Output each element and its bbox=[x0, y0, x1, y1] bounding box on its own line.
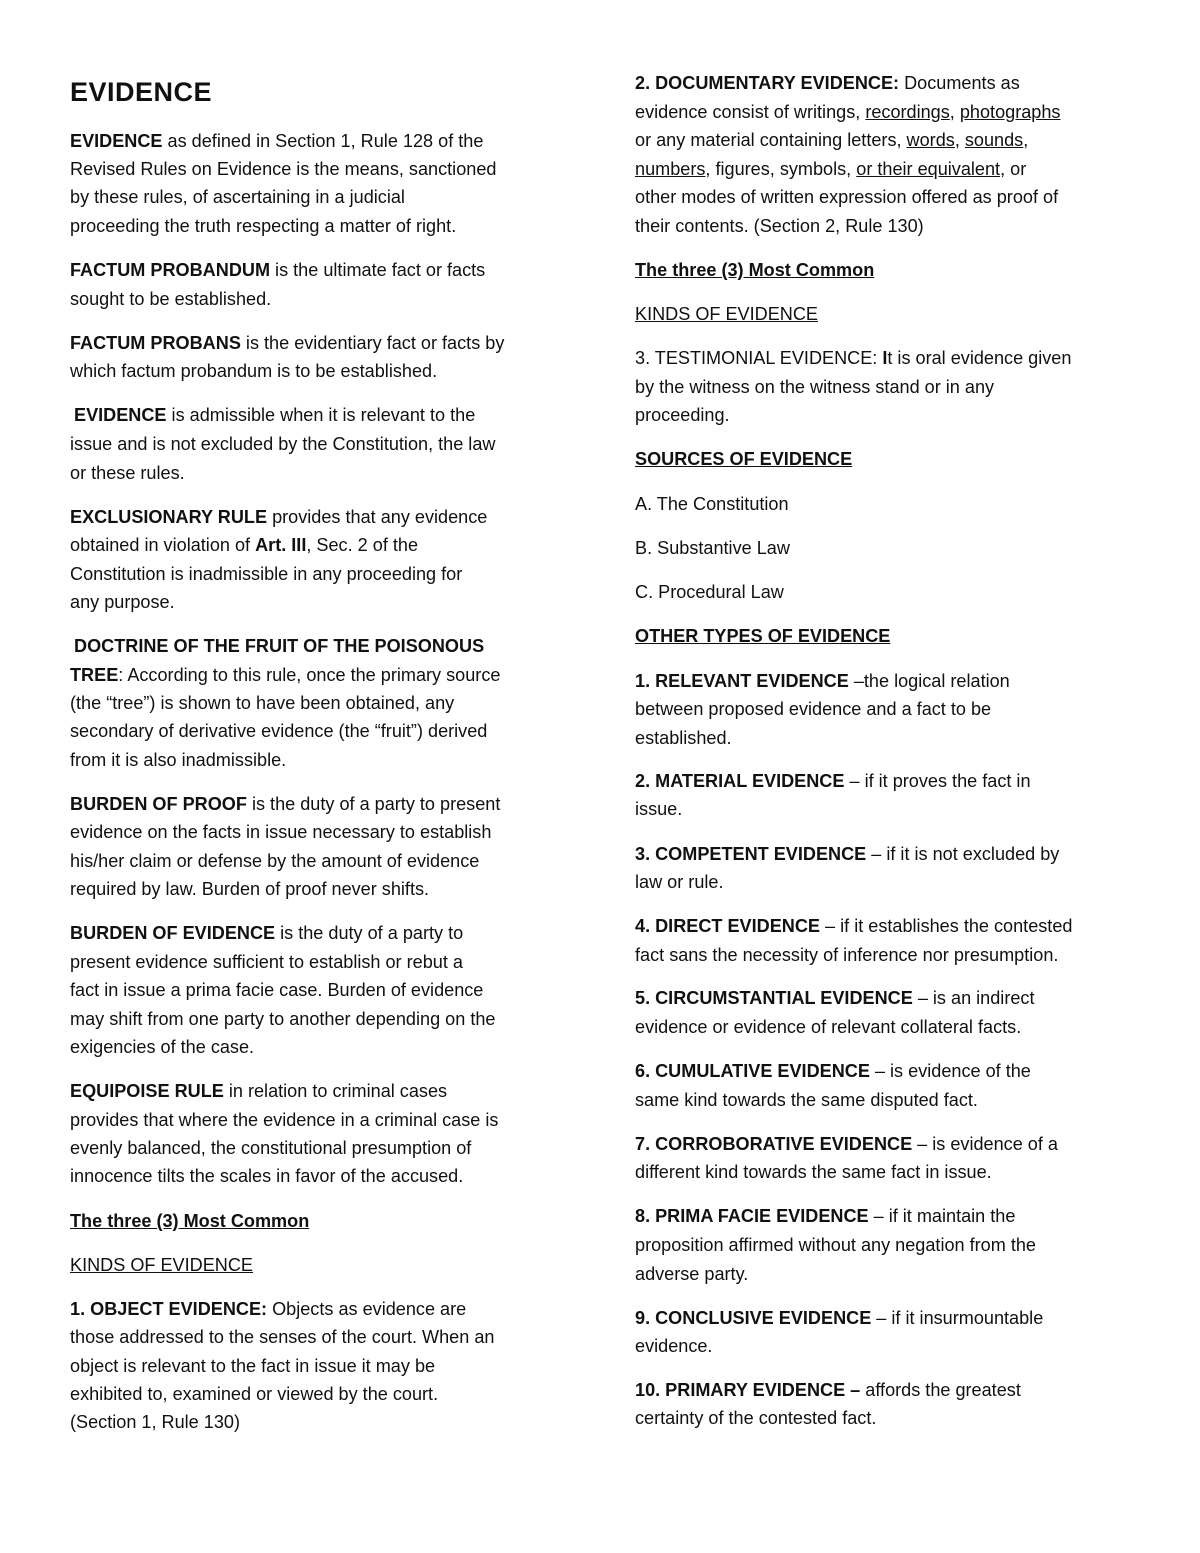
type-cumulative-line-1: 6. CUMULATIVE EVIDENCE – is evidence of the bbox=[635, 1061, 1031, 1081]
term-documentary-evidence: 2. DOCUMENTARY EVIDENCE: bbox=[635, 73, 900, 93]
testimonial-line-1: 3. TESTIMONIAL EVIDENCE: It is oral evidence given bbox=[635, 348, 1072, 368]
definition-line-4: proceeding the truth respecting a matter of right. bbox=[70, 216, 457, 236]
type-corroborative-line-2: different kind towards the same fact in issue. bbox=[635, 1162, 992, 1182]
burden-evidence-line-2: present evidence sufficient to establish or rebut a bbox=[70, 952, 463, 972]
type-conclusive-line-1: 9. CONCLUSIVE EVIDENCE – if it insurmountable bbox=[635, 1308, 1044, 1328]
type-relevant-line-2: between proposed evidence and a fact to be bbox=[635, 699, 992, 719]
type-cumulative-line-2: same kind towards the same disputed fact. bbox=[635, 1090, 978, 1110]
documentary-line-3: or any material containing letters, words, sounds, bbox=[635, 130, 1029, 150]
term-factum-probans: FACTUM PROBANS bbox=[70, 333, 241, 353]
documentary-line-6: their contents. (Section 2, Rule 130) bbox=[635, 216, 924, 236]
sources-heading: SOURCES OF EVIDENCE bbox=[635, 449, 853, 469]
exclusionary-line-1: EXCLUSIONARY RULE provides that any evidence bbox=[70, 507, 488, 527]
type-primary-line-2: certainty of the contested fact. bbox=[635, 1408, 877, 1428]
burden-proof-line-3: his/her claim or defense by the amount of evidence bbox=[70, 851, 480, 871]
page-title: EVIDENCE bbox=[70, 77, 213, 107]
burden-evidence-line-3: fact in issue a prima facie case. Burden of evidence bbox=[70, 980, 484, 1000]
object-evidence-line-2: those addressed to the senses of the court. When an bbox=[70, 1327, 495, 1347]
source-item-constitution: A. The Constitution bbox=[635, 494, 789, 514]
section-heading-most-common-right: The three (3) Most Common bbox=[635, 260, 875, 280]
factum-probandum-line-1: FACTUM PROBANDUM is the ultimate fact or facts bbox=[70, 260, 486, 280]
admissibility-line-2: issue and is not excluded by the Constitution, the law bbox=[70, 434, 496, 454]
type-circumstantial-line-1: 5. CIRCUMSTANTIAL EVIDENCE – is an indirect bbox=[635, 988, 1035, 1008]
burden-evidence-line-4: may shift from one party to another depending on the bbox=[70, 1009, 496, 1029]
exclusionary-line-3: Constitution is inadmissible in any proceeding for bbox=[70, 564, 463, 584]
admissibility-line-3: or these rules. bbox=[70, 463, 185, 483]
type-material-line-1: 2. MATERIAL EVIDENCE – if it proves the fact in bbox=[635, 771, 1031, 791]
documentary-line-1: 2. DOCUMENTARY EVIDENCE: Documents as bbox=[635, 73, 1020, 93]
term-equipoise-rule: EQUIPOISE RULE bbox=[70, 1081, 224, 1101]
object-evidence-line-3: object is relevant to the fact in issue it may be bbox=[70, 1356, 436, 1376]
burden-evidence-line-5: exigencies of the case. bbox=[70, 1037, 255, 1057]
documentary-line-5: other modes of written expression offered as proof of bbox=[635, 187, 1059, 207]
type-primary-line-1: 10. PRIMARY EVIDENCE – affords the greatest bbox=[635, 1380, 1021, 1400]
testimonial-line-2: by the witness on the witness stand or in any bbox=[635, 377, 995, 397]
definition-line-1: EVIDENCE as defined in Section 1, Rule 128 of the bbox=[70, 131, 484, 151]
factum-probans-line-2: which factum probandum is to be established. bbox=[70, 361, 438, 381]
section-heading-most-common: The three (3) Most Common bbox=[70, 1211, 310, 1231]
fruit-line-2: TREE: According to this rule, once the primary source bbox=[70, 665, 501, 685]
burden-proof-line-2: evidence on the facts in issue necessary to establish bbox=[70, 822, 492, 842]
admissibility-line-1: EVIDENCE is admissible when it is relevant to the bbox=[74, 405, 476, 425]
documentary-line-4: numbers, figures, symbols, or their equivalent, or bbox=[635, 159, 1027, 179]
type-relevant-line-3: established. bbox=[635, 728, 732, 748]
section-heading-kinds: KINDS OF EVIDENCE bbox=[70, 1255, 253, 1275]
type-circumstantial-line-2: evidence or evidence of relevant collateral facts. bbox=[635, 1017, 1022, 1037]
object-evidence-line-5: (Section 1, Rule 130) bbox=[70, 1412, 240, 1432]
term-object-evidence: 1. OBJECT EVIDENCE: bbox=[70, 1299, 268, 1319]
burden-proof-line-4: required by law. Burden of proof never shifts. bbox=[70, 879, 430, 899]
type-material-line-2: issue. bbox=[635, 799, 683, 819]
term-evidence-admissible: EVIDENCE bbox=[74, 405, 167, 425]
definition-line-3: by these rules, of ascertaining in a judicial bbox=[70, 187, 405, 207]
type-prima-facie-line-1: 8. PRIMA FACIE EVIDENCE – if it maintain the bbox=[635, 1206, 1016, 1226]
type-direct-line-2: fact sans the necessity of inference nor presumption. bbox=[635, 945, 1059, 965]
term-exclusionary-rule: EXCLUSIONARY RULE bbox=[70, 507, 268, 527]
object-evidence-line-1: 1. OBJECT EVIDENCE: Objects as evidence are bbox=[70, 1299, 467, 1319]
other-types-heading: OTHER TYPES OF EVIDENCE bbox=[635, 626, 891, 646]
factum-probans-line-1: FACTUM PROBANS is the evidentiary fact or facts by bbox=[70, 333, 505, 353]
fruit-line-5: from it is also inadmissible. bbox=[70, 750, 287, 770]
testimonial-line-3: proceeding. bbox=[635, 405, 730, 425]
term-fruit-doctrine: DOCTRINE OF THE FRUIT OF THE POISONOUS bbox=[74, 636, 485, 656]
exclusionary-line-4: any purpose. bbox=[70, 592, 175, 612]
section-heading-kinds-right: KINDS OF EVIDENCE bbox=[635, 304, 818, 324]
exclusionary-line-2: obtained in violation of Art. III, Sec. 2 of the bbox=[70, 535, 419, 555]
fruit-line-1 bbox=[74, 635, 484, 657]
type-direct-line-1: 4. DIRECT EVIDENCE – if it establishes the contested bbox=[635, 916, 1073, 936]
equipoise-line-4: innocence tilts the scales in favor of the accused. bbox=[70, 1166, 464, 1186]
type-competent-line-2: law or rule. bbox=[635, 872, 724, 892]
type-relevant-line-1: 1. RELEVANT EVIDENCE –the logical relation bbox=[635, 671, 1010, 691]
fruit-line-3: (the “tree”) is shown to have been obtained, any bbox=[70, 693, 455, 713]
term-evidence: EVIDENCE bbox=[70, 131, 163, 151]
type-prima-facie-line-2: proposition affirmed without any negation from the bbox=[635, 1235, 1036, 1255]
term-burden-of-evidence: BURDEN OF EVIDENCE bbox=[70, 923, 276, 943]
source-item-procedural-law: C. Procedural Law bbox=[635, 582, 784, 602]
fruit-line-4: secondary of derivative evidence (the “fruit”) derived bbox=[70, 721, 488, 741]
documentary-line-2: evidence consist of writings, recordings, photographs bbox=[635, 102, 1061, 122]
factum-probandum-line-2: sought to be established. bbox=[70, 289, 272, 309]
term-factum-probandum: FACTUM PROBANDUM bbox=[70, 260, 271, 280]
burden-evidence-line-1: BURDEN OF EVIDENCE is the duty of a party to bbox=[70, 923, 464, 943]
type-competent-line-1: 3. COMPETENT EVIDENCE – if it is not excluded by bbox=[635, 844, 1060, 864]
source-item-substantive-law: B. Substantive Law bbox=[635, 538, 790, 558]
object-evidence-line-4: exhibited to, examined or viewed by the court. bbox=[70, 1384, 439, 1404]
type-corroborative-line-1: 7. CORROBORATIVE EVIDENCE – is evidence of a bbox=[635, 1134, 1058, 1154]
equipoise-line-1: EQUIPOISE RULE in relation to criminal cases bbox=[70, 1081, 448, 1101]
type-conclusive-line-2: evidence. bbox=[635, 1336, 713, 1356]
equipoise-line-3: evenly balanced, the constitutional presumption of bbox=[70, 1138, 472, 1158]
term-burden-of-proof: BURDEN OF PROOF bbox=[70, 794, 247, 814]
type-prima-facie-line-3: adverse party. bbox=[635, 1264, 749, 1284]
definition-line-2: Revised Rules on Evidence is the means, sanctioned bbox=[70, 159, 497, 179]
equipoise-line-2: provides that where the evidence in a criminal case is bbox=[70, 1110, 499, 1130]
burden-proof-line-1: BURDEN OF PROOF is the duty of a party to present bbox=[70, 794, 501, 814]
